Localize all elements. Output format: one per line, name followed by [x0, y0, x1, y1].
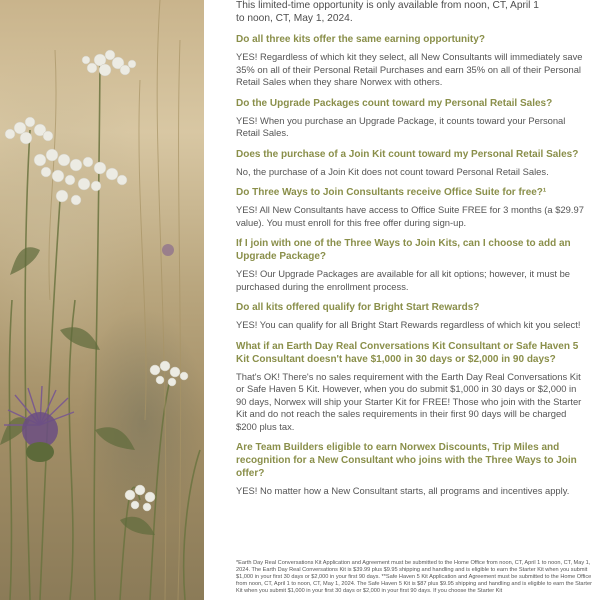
- faq-answer: That's OK! There's no sales requirement with the Earth Day Real Conversations Kit or Safe Haven 5 Kit. However, when you do submit $1,000 in 30 days or $2,000 in 90 days, Norwex will ship your Starter Kit for FREE! Those who join with the Starter Kit and do not reach the sales requirements in their first 90 days will be charged $200 plus tax.: [236, 370, 582, 432]
- faq-question: Does the purchase of a Join Kit count toward my Personal Retail Sales?: [236, 148, 579, 160]
- faq-answer: YES! Regardless of which kit they select, all New Consultants will immediately save 35% on all of their Personal Retail Purchases and earn 35% on all of their Personal Retail Sales when they share Norwex with others.: [236, 51, 583, 87]
- faq-column: [236, 0, 586, 600]
- wildflower-illustration: [0, 0, 204, 600]
- faq-question: Do Three Ways to Join Consultants receive Office Suite for free?¹: [236, 187, 547, 198]
- faq-item: [236, 237, 586, 293]
- wildflower-photo: [0, 0, 204, 600]
- faq-item: [236, 340, 586, 434]
- faq-item: [236, 97, 586, 140]
- faq-answer: YES! No matter how a New Consultant starts, all programs and incentives apply.: [236, 485, 570, 496]
- faq-question: What if an Earth Day Real Conversations Kit Consultant or Safe Haven 5 Kit Consultant doesn't have $1,000 in 30 days or $2,000 in 90 days?: [236, 340, 579, 365]
- intro-line-2: to noon, CT, May 1, 2024.: [236, 13, 353, 24]
- faq-answer: YES! You can qualify for all Bright Start Rewards regardless of which kit you select!: [236, 319, 581, 330]
- faq-item: [236, 186, 586, 229]
- faq-item: [236, 301, 586, 332]
- faq-answer: No, the purchase of a Join Kit does not count toward Personal Retail Sales.: [236, 165, 549, 177]
- yarrow-middle: [34, 149, 127, 205]
- faq-answer: YES! Our Upgrade Packages are available for all kit options; however, it must be purchased during the enrollment process.: [236, 268, 571, 292]
- yarrow-right: [150, 361, 188, 386]
- faq-item: [236, 441, 586, 498]
- faq-answer: YES! When you purchase an Upgrade Package, it counts toward your Personal Retail Sales.: [236, 114, 566, 138]
- yarrow-left: [5, 117, 53, 144]
- faq-question: Do all kits offered qualify for Bright Start Rewards?: [236, 302, 480, 313]
- faq-question: Are Team Builders eligible to earn Norwex Discounts, Trip Miles and recognition for a New Consultant who joins with the Three Ways to Join offer?: [236, 442, 577, 479]
- faq-answer: YES! All New Consultants have access to Office Suite FREE for 3 months (a $29.97 value). You must enroll for this free offer during sign-up.: [236, 204, 584, 228]
- faq-item: [236, 33, 586, 89]
- faq-question: Do all three kits offer the same earning opportunity?: [236, 34, 485, 45]
- yarrow-top: [82, 50, 136, 76]
- legal-footnote: *Earth Day Real Conversations Kit Application and Agreement must be submitted to the Home Office from noon, CT, April 1 to noon, CT, May 1, 2024. The Earth Day Real Conversations Kit is $39.99 plus $9.95 shipping and handling and is eligible to earn the Starter Kit when you submit $1,000 in your first 30 days or $2,000 in your first 90 days. **Safe Haven 5 Kit Application and Agreement must be submitted to the Home Office from noon, CT, April 1 to noon, CT, May 1, 2024. The Safe Haven 5 Kit is $87 plus $9.95 shipping and handling and is eligible to earn the Starter Kit when you submit $1,000 in your first 30 days or $2,000 in your first 90 days. If you choose the Starter Kit: [236, 560, 592, 594]
- intro-line-1: This limited-time opportunity is only available from noon, CT, April 1: [236, 0, 539, 11]
- faq-item: [236, 148, 586, 179]
- intro-text: [236, 0, 586, 25]
- faq-question: Do the Upgrade Packages count toward my Personal Retail Sales?: [236, 97, 553, 109]
- faq-question: If I join with one of the Three Ways to Join Kits, can I choose to add an Upgrade Package?: [236, 238, 571, 262]
